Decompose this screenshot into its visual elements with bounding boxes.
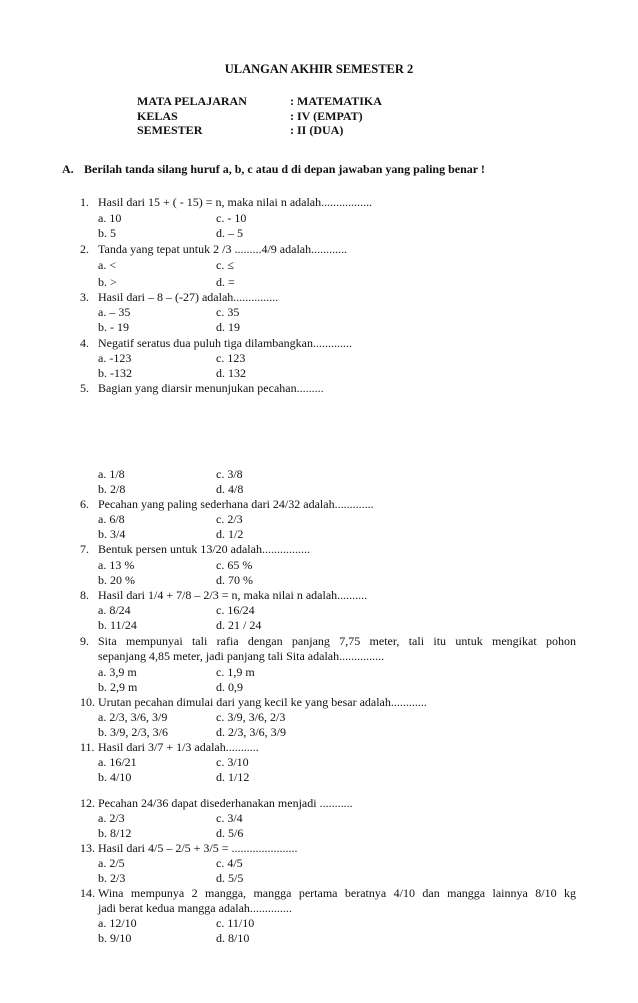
question-text: Pecahan 24/36 dapat disederhanakan menjadi ........... <box>98 796 353 810</box>
option-a: a. 12/10 <box>98 916 137 930</box>
section-marker: A. <box>62 162 74 176</box>
option-c: c. 4/5 <box>216 856 243 870</box>
option-c: c. 123 <box>216 351 246 365</box>
option-a: a. 6/8 <box>98 512 125 526</box>
option-d: d. – 5 <box>216 226 243 240</box>
option-d: d. 4/8 <box>216 482 244 496</box>
question-text: Wina mempunya 2 mangga, mangga pertama beratnya 4/10 dan mangga lainnya 8/10 kg <box>98 886 576 900</box>
option-d: d. 132 <box>216 366 246 380</box>
question-text: Bentuk persen untuk 13/20 adalah................ <box>98 542 310 556</box>
question-number: 3. <box>80 290 89 304</box>
option-b: b. 20 % <box>98 573 135 587</box>
option-b: b. 5 <box>98 226 116 240</box>
question-text: Sita mempunyai tali rafia dengan panjang 7,75 meter, tali itu untuk mengikat pohon <box>98 634 576 648</box>
question-text: Pecahan yang paling sederhana dari 24/32 adalah............. <box>98 497 374 511</box>
option-c: c. 3/10 <box>216 755 249 769</box>
question-text: Bagian yang diarsir menunjukan pecahan......... <box>98 381 324 395</box>
option-d: d. 8/10 <box>216 931 250 945</box>
option-b: b. 8/12 <box>98 826 132 840</box>
header-label-semester: SEMESTER <box>137 123 203 137</box>
question-text: Urutan pecahan dimulai dari yang kecil ke yang besar adalah............ <box>98 695 427 709</box>
option-d: d. 2/3, 3/6, 3/9 <box>216 725 287 739</box>
option-d: d. 70 % <box>216 573 253 587</box>
option-a: a. -123 <box>98 351 132 365</box>
option-d: d. 21 / 24 <box>216 618 262 632</box>
question-number: 14. <box>80 886 95 900</box>
question-number: 9. <box>80 634 89 648</box>
question-text: Hasil dari 15 + ( - 15) = n, maka nilai n adalah................. <box>98 195 373 209</box>
option-b: b. - 19 <box>98 320 129 334</box>
option-b: b. > <box>98 275 117 289</box>
question-text-continued: jadi berat kedua mangga adalah.............. <box>98 901 292 915</box>
option-c: c. 65 % <box>216 558 253 572</box>
question-number: 7. <box>80 542 89 556</box>
option-c: c. 2/3 <box>216 512 243 526</box>
option-b: b. 2/8 <box>98 482 126 496</box>
option-d: d. 1/2 <box>216 527 244 541</box>
option-d: d. 5/5 <box>216 871 244 885</box>
option-a: a. 3,9 m <box>98 665 137 679</box>
question-number: 11. <box>80 740 95 754</box>
option-b: b. 3/9, 2/3, 3/6 <box>98 725 169 739</box>
option-a: a. – 35 <box>98 305 131 319</box>
option-a: a. 13 % <box>98 558 135 572</box>
header-label-class: KELAS <box>137 109 178 123</box>
question-number: 5. <box>80 381 89 395</box>
option-b: b. 2/3 <box>98 871 126 885</box>
option-b: b. 2,9 m <box>98 680 138 694</box>
option-c: c. ≤ <box>216 258 234 272</box>
header-value-subject: : MATEMATIKA <box>290 94 382 108</box>
option-a: a. 2/5 <box>98 856 125 870</box>
option-d: d. 1/12 <box>216 770 250 784</box>
option-d: d. 5/6 <box>216 826 244 840</box>
question-number: 13. <box>80 841 95 855</box>
question-text: Hasil dari 1/4 + 7/8 – 2/3 = n, maka nilai n adalah.......... <box>98 588 368 602</box>
option-d: d. 0,9 <box>216 680 243 694</box>
question-text: Negatif seratus dua puluh tiga dilambangkan............. <box>98 336 352 350</box>
option-c: c. 3/8 <box>216 467 243 481</box>
option-c: c. 1,9 m <box>216 665 255 679</box>
option-c: c. 35 <box>216 305 240 319</box>
option-b: b. 3/4 <box>98 527 126 541</box>
option-c: c. 3/4 <box>216 811 243 825</box>
header-label-subject: MATA PELAJARAN <box>137 94 247 108</box>
question-number: 6. <box>80 497 89 511</box>
option-c: c. - 10 <box>216 211 247 225</box>
question-text: Hasil dari – 8 – (-27) adalah............... <box>98 290 279 304</box>
option-c: c. 11/10 <box>216 916 255 930</box>
question-number: 12. <box>80 796 95 810</box>
question-number: 10. <box>80 695 95 709</box>
option-a: a. 16/21 <box>98 755 137 769</box>
question-number: 1. <box>80 195 89 209</box>
option-a: a. < <box>98 258 117 272</box>
option-a: a. 2/3 <box>98 811 125 825</box>
header-value-class: : IV (EMPAT) <box>290 109 363 123</box>
option-a: a. 2/3, 3/6, 3/9 <box>98 710 168 724</box>
option-a: a. 1/8 <box>98 467 125 481</box>
question-text: Hasil dari 4/5 – 2/5 + 3/5 = ...................... <box>98 841 298 855</box>
header-value-semester: : II (DUA) <box>290 123 344 137</box>
option-b: b. -132 <box>98 366 132 380</box>
option-b: b. 9/10 <box>98 931 132 945</box>
page-title: ULANGAN AKHIR SEMESTER 2 <box>224 62 414 76</box>
question-text: Tanda yang tepat untuk 2 /3 .........4/9 adalah............ <box>98 242 348 256</box>
question-number: 4. <box>80 336 89 350</box>
section-instruction: Berilah tanda silang huruf a, b, c atau d di depan jawaban yang paling benar ! <box>84 162 485 176</box>
option-b: b. 11/24 <box>98 618 137 632</box>
option-a: a. 8/24 <box>98 603 131 617</box>
option-d: d. = <box>216 275 235 289</box>
question-number: 2. <box>80 242 89 256</box>
option-b: b. 4/10 <box>98 770 132 784</box>
option-c: c. 3/9, 3/6, 2/3 <box>216 710 286 724</box>
question-number: 8. <box>80 588 89 602</box>
question-text-continued: sepanjang 4,85 meter, jadi panjang tali Sita adalah............... <box>98 649 385 663</box>
question-text: Hasil dari 3/7 + 1/3 adalah........... <box>98 740 259 754</box>
option-c: c. 16/24 <box>216 603 255 617</box>
option-d: d. 19 <box>216 320 240 334</box>
option-a: a. 10 <box>98 211 122 225</box>
